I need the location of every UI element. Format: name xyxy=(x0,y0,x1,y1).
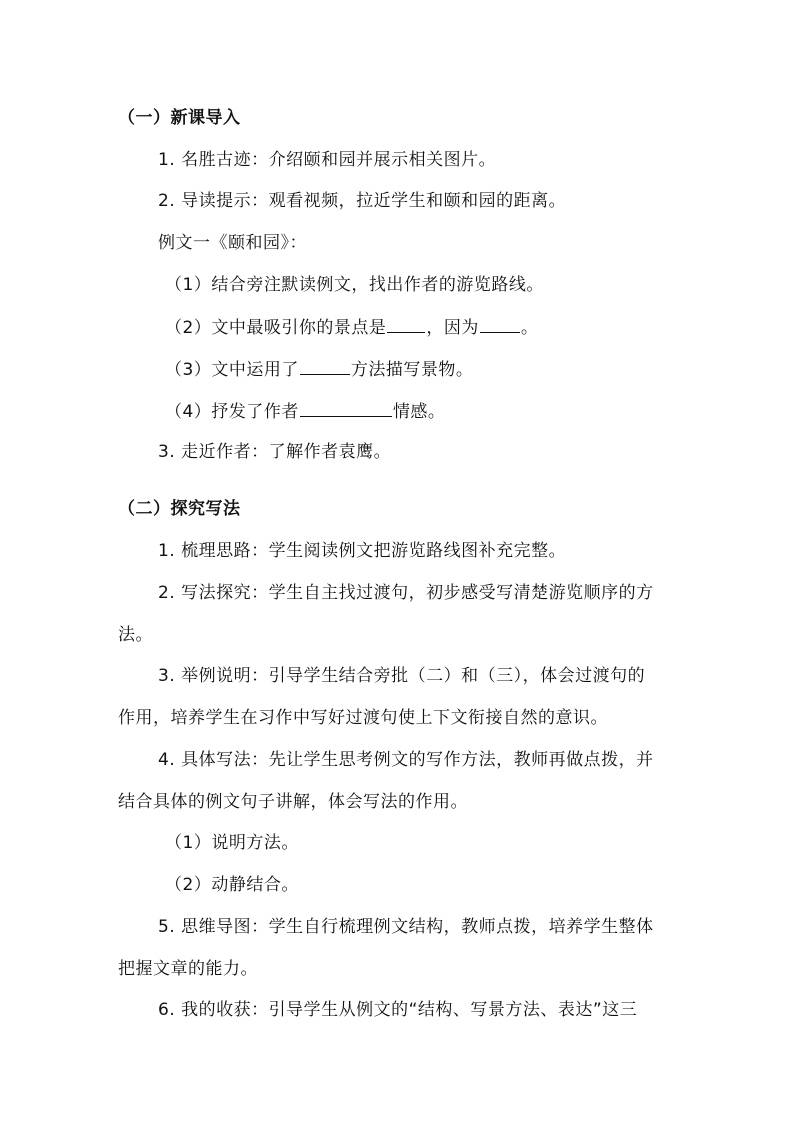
question-1: （1）结合旁注默读例文，找出作者的游览路线。 xyxy=(165,275,544,295)
paragraph-item-1: 1. 名胜古迹：介绍颐和园并展示相关图片。 xyxy=(158,150,497,170)
paragraph-item-6-line-1: 6. 我的收获：引导学生从例文的“结构、写景方法、表达”这三 xyxy=(158,1000,638,1020)
question-4 xyxy=(165,399,445,424)
fill-blank xyxy=(387,315,425,333)
question-4-part-b: 情感。 xyxy=(392,402,446,422)
question-3 xyxy=(165,357,473,382)
paragraph-item-2-line-2: 法。 xyxy=(118,625,153,645)
paragraph-item-5-line-1: 5. 思维导图：学生自行梳理例文结构，教师点拨，培养学生整体 xyxy=(158,917,654,937)
question-2-part-a: （2）文中最吸引你的景点是 xyxy=(165,318,387,338)
fill-blank xyxy=(480,315,520,333)
paragraph-item-2: 2. 导读提示：观看视频，拉近学生和颐和园的距离。 xyxy=(158,191,567,211)
paragraph-item-4-line-1: 4. 具体写法：先让学生思考例文的写作方法，教师再做点拨，并 xyxy=(158,750,654,770)
question-2-part-b: ，因为 xyxy=(426,318,479,338)
section-heading-new-lesson: （一）新课导入 xyxy=(118,108,241,128)
paragraph-item-3: 3. 走近作者：了解作者袁鹰。 xyxy=(158,442,392,462)
question-2 xyxy=(165,315,538,340)
question-3-part-a: （3）文中运用了 xyxy=(165,360,299,380)
paragraph-item-3-line-2: 作用，培养学生在习作中写好过渡句使上下文衔接自然的意识。 xyxy=(118,708,608,728)
question-3-part-b: 方法描写景物。 xyxy=(350,360,474,380)
paragraph-item-4-line-2: 结合具体的例文句子讲解，体会写法的作用。 xyxy=(118,792,468,812)
sub-item-2: （2）动静结合。 xyxy=(165,875,299,895)
paragraph-item-2-line-1: 2. 写法探究：学生自主找过渡句，初步感受写清楚游览顺序的方 xyxy=(158,583,654,603)
sub-item-1: （1）说明方法。 xyxy=(165,833,299,853)
question-2-part-c: 。 xyxy=(520,318,539,338)
example-title: 例文一《颐和园》： xyxy=(158,233,307,253)
fill-blank xyxy=(300,357,350,375)
question-4-part-a: （4）抒发了作者 xyxy=(165,402,299,422)
paragraph-item-1: 1. 梳理思路：学生阅读例文把游览路线图补充完整。 xyxy=(158,541,567,561)
paragraph-item-3-line-1: 3. 举例说明：引导学生结合旁批（二）和（三），体会过渡句的 xyxy=(158,666,646,686)
section-heading-explore-writing: （二）探究写法 xyxy=(118,499,241,519)
fill-blank xyxy=(300,399,392,417)
paragraph-item-5-line-2: 把握文章的能力。 xyxy=(118,959,258,979)
